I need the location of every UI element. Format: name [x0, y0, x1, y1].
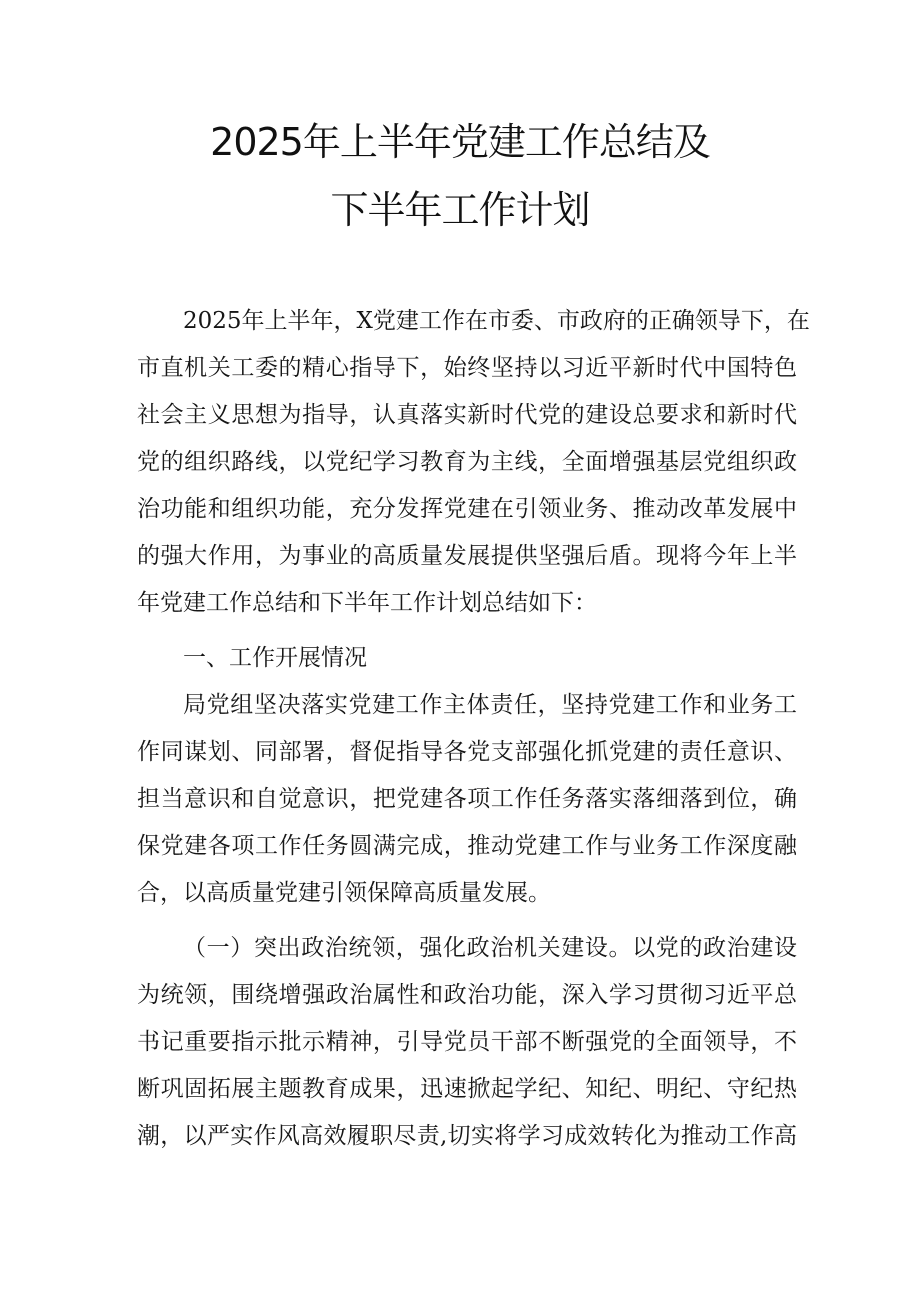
- paragraph-line: 治功能和组织功能，充分发挥党建在引领业务、推动改革发展中: [137, 496, 797, 522]
- paragraph-line: 市直机关工委的精心指导下，始终坚持以习近平新时代中国特色: [137, 355, 797, 381]
- paragraph-line: 保党建各项工作任务圆满完成，推动党建工作与业务工作深度融: [137, 833, 797, 859]
- paragraph-line: 书记重要指示批示精神，引导党员干部不断强党的全面领导，不: [137, 1029, 797, 1055]
- paragraph-line: 断巩固拓展主题教育成果，迅速掀起学纪、知纪、明纪、守纪热: [137, 1076, 797, 1102]
- paragraph-line: 年党建工作总结和下半年工作计划总结如下：: [137, 590, 597, 616]
- paragraph-line: 合，以高质量党建引领保障高质量发展。: [137, 880, 551, 906]
- subsection-paragraph-line: （一）突出政治统领，强化政治机关建设。以党的政治建设: [183, 935, 797, 961]
- paragraph-line: 作同谋划、同部署，督促指导各党支部强化抓党建的责任意识、: [137, 739, 797, 765]
- paragraph-line: 为统领，围绕增强政治属性和政治功能，深入学习贯彻习近平总: [137, 982, 797, 1008]
- paragraph-line: 潮，以严实作风高效履职尽责,切实将学习成效转化为推动工作高: [137, 1123, 797, 1149]
- paragraph-line: 2025年上半年，X党建工作在市委、市政府的正确领导下，在: [183, 308, 810, 334]
- paragraph-line: 党的组织路线，以党纪学习教育为主线，全面增强基层党组织政: [137, 449, 797, 475]
- section-heading: 一、工作开展情况: [183, 645, 367, 671]
- document-title-line-1: 2025年上半年党建工作总结及: [210, 120, 710, 164]
- paragraph-line: 的强大作用，为事业的高质量发展提供坚强后盾。现将今年上半: [137, 543, 797, 569]
- paragraph-line: 社会主义思想为指导，认真落实新时代党的建设总要求和新时代: [137, 402, 797, 428]
- paragraph-line: 担当意识和自觉意识，把党建各项工作任务落实落细落到位，确: [137, 786, 797, 812]
- document-title-line-2: 下半年工作计划: [330, 188, 590, 232]
- paragraph-line: 局党组坚决落实党建工作主体责任，坚持党建工作和业务工: [183, 692, 797, 718]
